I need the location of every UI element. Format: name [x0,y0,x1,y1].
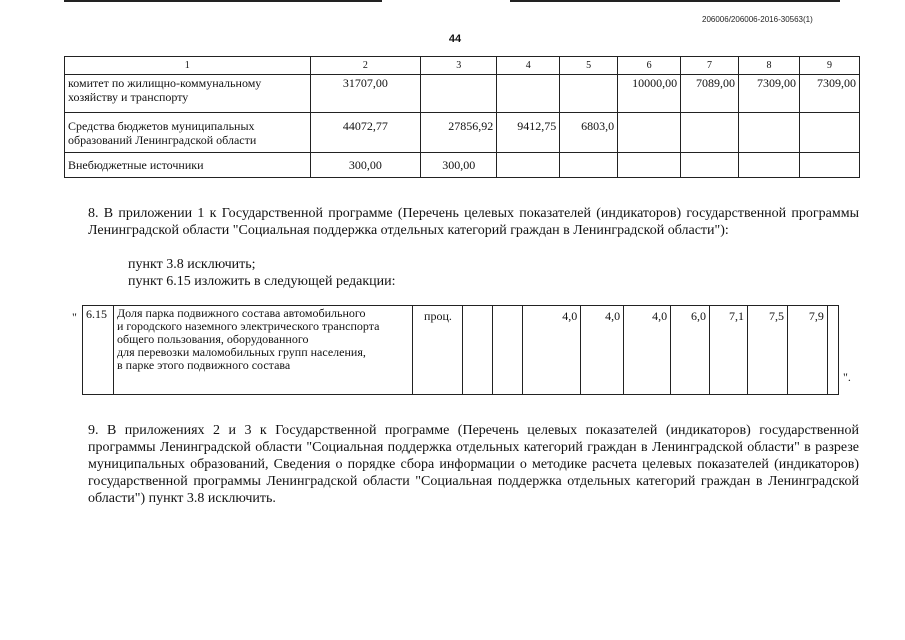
close-quote: ". [843,370,851,384]
col-number: 8 [739,57,800,75]
cell-value [463,306,493,395]
cell-value [799,153,859,178]
cell-value: 27856,92 [421,113,497,153]
indicator-unit: проц. [413,306,463,395]
row-label-line: образований Ленинградской области [68,133,257,147]
row-label-line: комитет по жилищно-коммунальному [68,76,262,90]
paragraph-8-item-2: пункт 6.15 изложить в следующей редакции: [128,274,396,289]
cell-value: 7,1 [710,306,748,395]
cell-value: 9412,75 [497,113,560,153]
paragraph-8-item-1: пункт 3.8 исключить; [128,257,256,272]
paragraph-8: 8. В приложении 1 к Государственной программе (Перечень целевых показателей (индикаторов) государственной программы Ленинградской области "Социальная поддержка отдельных категорий граждан в Ленинградской области"): [88,206,859,238]
indicator-table [82,305,839,395]
col-number: 7 [681,57,739,75]
indicator-name-line: общего пользования, оборудованного [116,332,309,346]
cell-value [618,153,681,178]
indicator-name-line: для перевозки маломобильных групп населения, [116,345,366,359]
cell-value [497,153,560,178]
indicator-row [83,306,839,395]
table-row [65,113,860,153]
open-quote: " [72,310,77,324]
cell-value [681,153,739,178]
indicator-number: 6.15 [83,306,114,395]
funding-table [64,56,860,178]
cell-value [739,113,800,153]
cell-value [560,153,618,178]
cell-value [739,153,800,178]
top-border-left [64,0,382,2]
page-number: 44 [448,33,462,45]
col-number: 6 [618,57,681,75]
cell-value: 44072,77 [310,113,421,153]
cell-value [421,75,497,113]
row-label-line: хозяйству и транспорту [68,90,189,104]
indicator-name-line: и городского наземного электрического транспорта [116,319,380,333]
row-label-line: Внебюджетные источники [68,158,204,172]
cell-value: 4,0 [581,306,624,395]
cell-value: 31707,00 [310,75,421,113]
cell-value: 7089,00 [681,75,739,113]
row-label [65,113,311,153]
cell-value: 7309,00 [739,75,800,113]
col-number: 4 [497,57,560,75]
row-label [65,75,311,113]
cell-value: 6803,0 [560,113,618,153]
cell-value: 7,5 [748,306,788,395]
indicator-name-line: Доля парка подвижного состава автомобильного [116,306,366,320]
indicator-name [113,306,413,395]
paragraph-9: 9. В приложениях 2 и 3 к Государственной программе (Перечень целевых показателей (индикаторов) государственной программы Ленинградской области "Социальная поддержка отдельных категорий граждан в Ленинградской области" в разрезе муниципальных образований, Сведения о порядке сбора информации о методике расчета целевых показателей (индикаторов) государственной программы Ленинградской области "Социальная поддержка отдельных категорий граждан в Ленинградской области") пункт 3.8 исключить. [88,423,859,506]
indicator-name-line: в парке этого подвижного состава [116,358,291,372]
cell-value [827,306,838,395]
row-label [65,153,311,178]
col-number: 1 [65,57,311,75]
column-number-row [65,57,860,75]
cell-value [681,113,739,153]
table-row [65,153,860,178]
row-label-line: Средства бюджетов муниципальных [68,119,255,133]
cell-value: 300,00 [421,153,497,178]
cell-value: 6,0 [671,306,710,395]
cell-value: 300,00 [310,153,421,178]
cell-value: 4,0 [624,306,671,395]
col-number: 3 [421,57,497,75]
table-row [65,75,860,113]
cell-value: 10000,00 [618,75,681,113]
cell-value [618,113,681,153]
col-number: 9 [799,57,859,75]
col-number: 2 [310,57,421,75]
cell-value: 7,9 [787,306,827,395]
cell-value [560,75,618,113]
document-id: 206006/206006-2016-30563(1) [702,15,813,24]
cell-value [497,75,560,113]
top-border-right [510,0,840,2]
cell-value: 7309,00 [799,75,859,113]
cell-value [493,306,523,395]
cell-value [799,113,859,153]
col-number: 5 [560,57,618,75]
cell-value: 4,0 [523,306,581,395]
